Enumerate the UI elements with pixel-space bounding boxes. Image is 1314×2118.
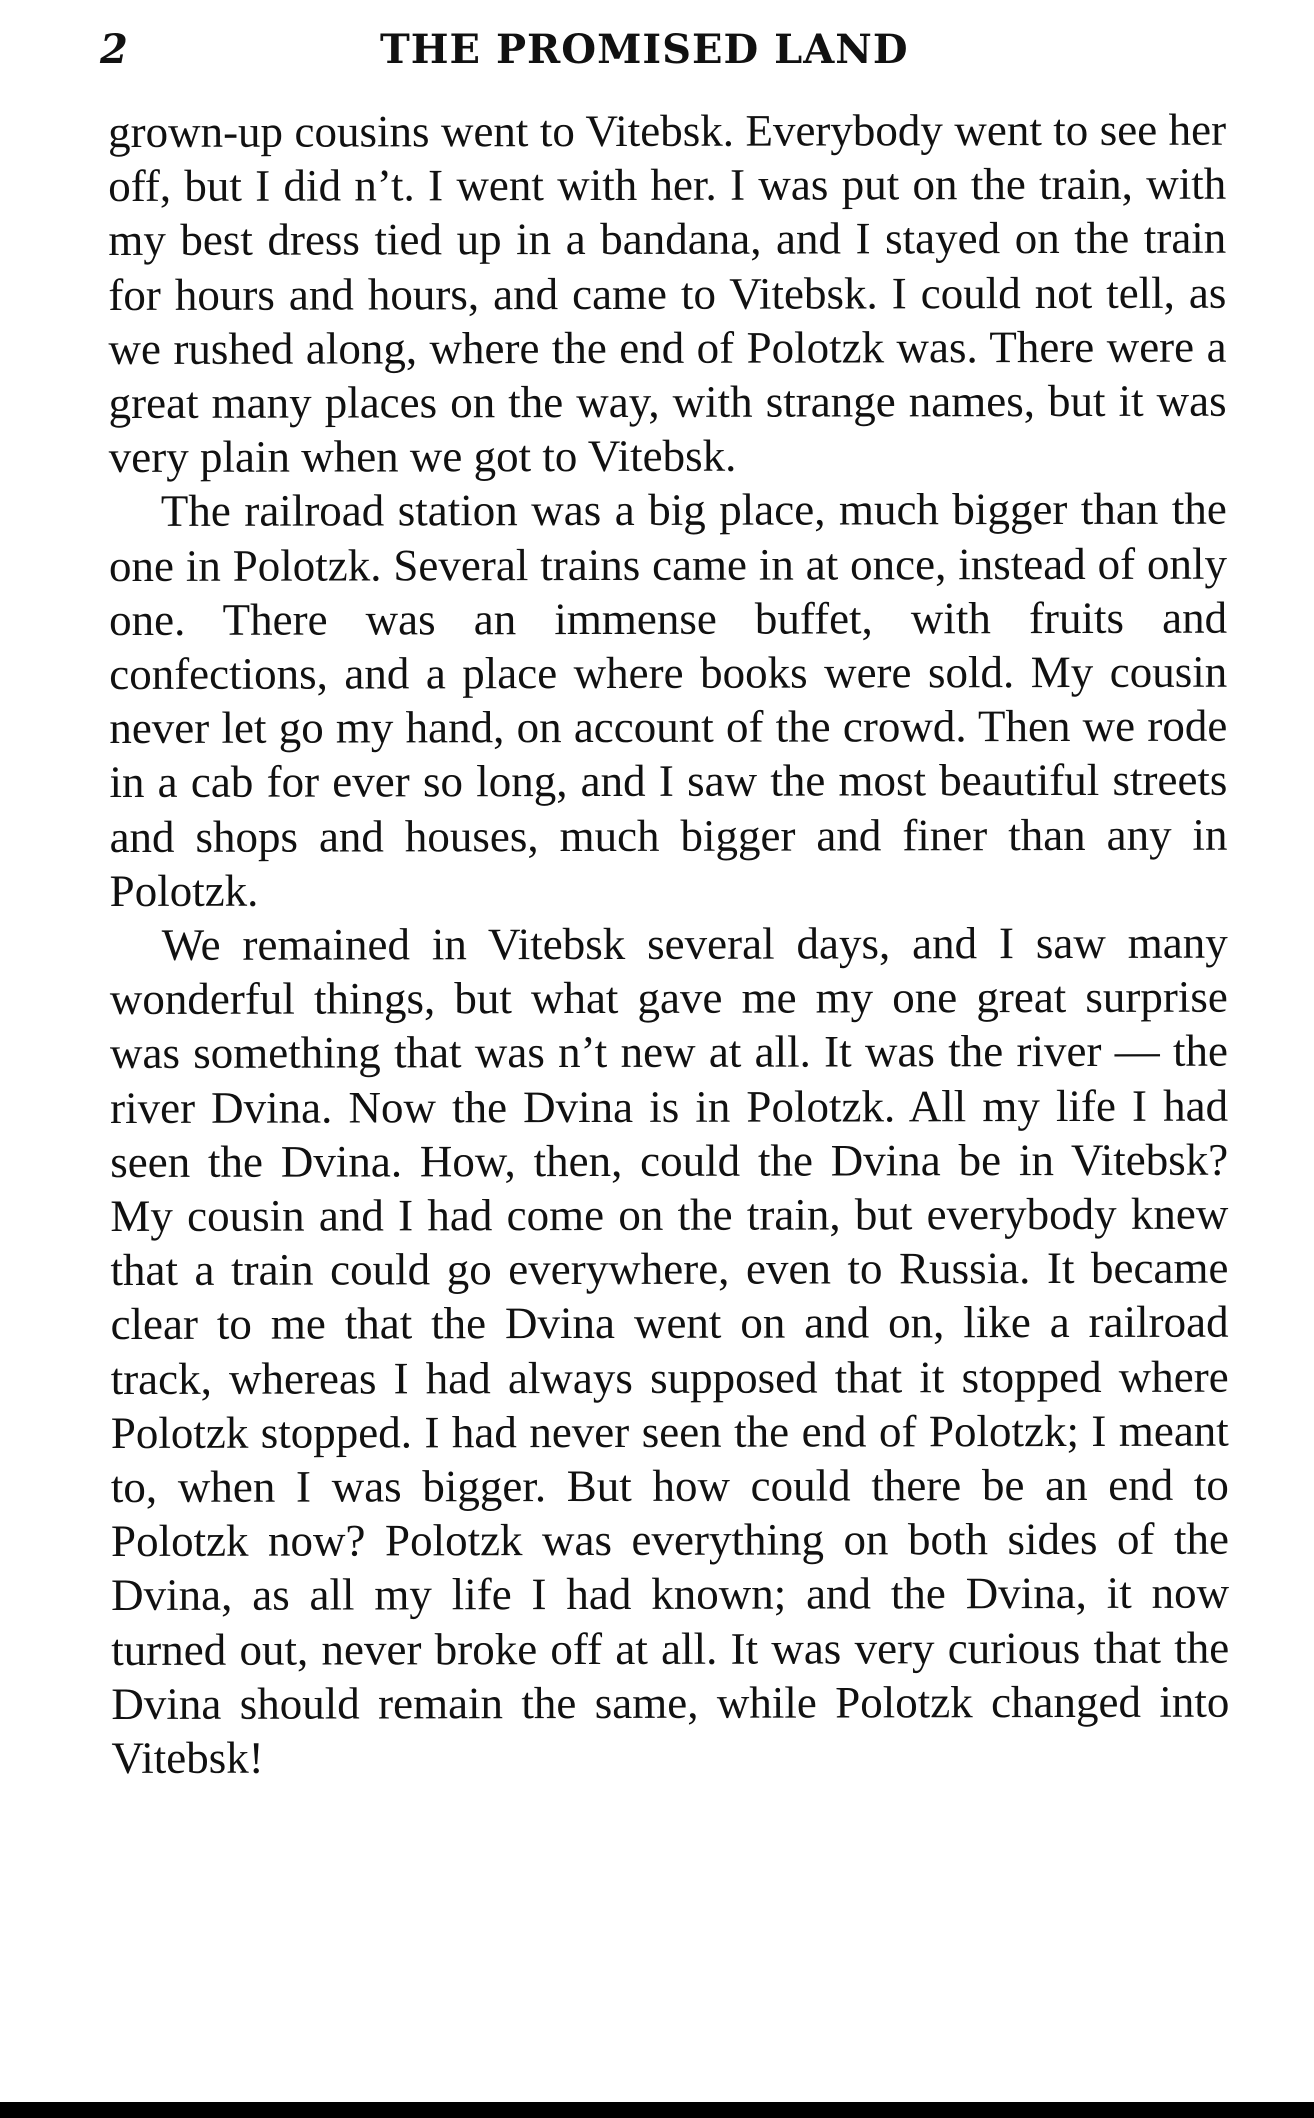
paragraph-2: The railroad station was a big place, much bigger than the one in Polotzk. Several trains came in at once, instead of only one. There was an immense buffet, with fruits and confections, and a place where books were sold. My cousin never let go my hand, on account of the crowd. Then we rode in a cab for ever so long, and I saw the most beautiful streets and shops and houses, much bigger and finer than any in Polotzk. [108,484,1228,916]
running-head [100,20,1230,80]
running-title: THE PROMISED LAND [380,26,909,73]
body-text [108,103,1230,1786]
paragraph-3: We remained in Vitebsk several days, and I saw many wonderful things, but what gave me my one great surprise was something that was n’t new at all. It was the river — the river Dvina. Now the Dvina is in Polotzk. All my life I had seen the Dvina. How, then, could the Dvina be in Vitebsk? My cousin and I had come on the train, but everybody knew that a train could go everywhere, even to Russia. It became clear to me that the Dvina went on and on, like a railroad track, whereas I had always supposed that it stopped where Polotzk stopped. I had never seen the end of Polotzk; I meant to, when I was bigger. But how could there be an end to Polotzk now? Polotzk was everything on both sides of the Dvina, as all my life I had known; and the Dvina, it now turned out, never broke off at all. It was very curious that the Dvina should remain the same, while Polotzk changed into Vitebsk! [109,917,1230,1784]
scan-bottom-border [0,2102,1314,2118]
page-number: 2 [100,26,128,73]
paragraph-1: grown-up cousins went to Vitebsk. Everybody went to see her off, but I did n’t. I went with her. I was put on the train, with my best dress tied up in a bandana, and I stayed on the train for hours and hours, and came to Vitebsk. I could not tell, as we rushed along, where the end of Polotzk was. There were a great many places on the way, with strange names, but it was very plain when we got to Vitebsk. [108,104,1227,483]
